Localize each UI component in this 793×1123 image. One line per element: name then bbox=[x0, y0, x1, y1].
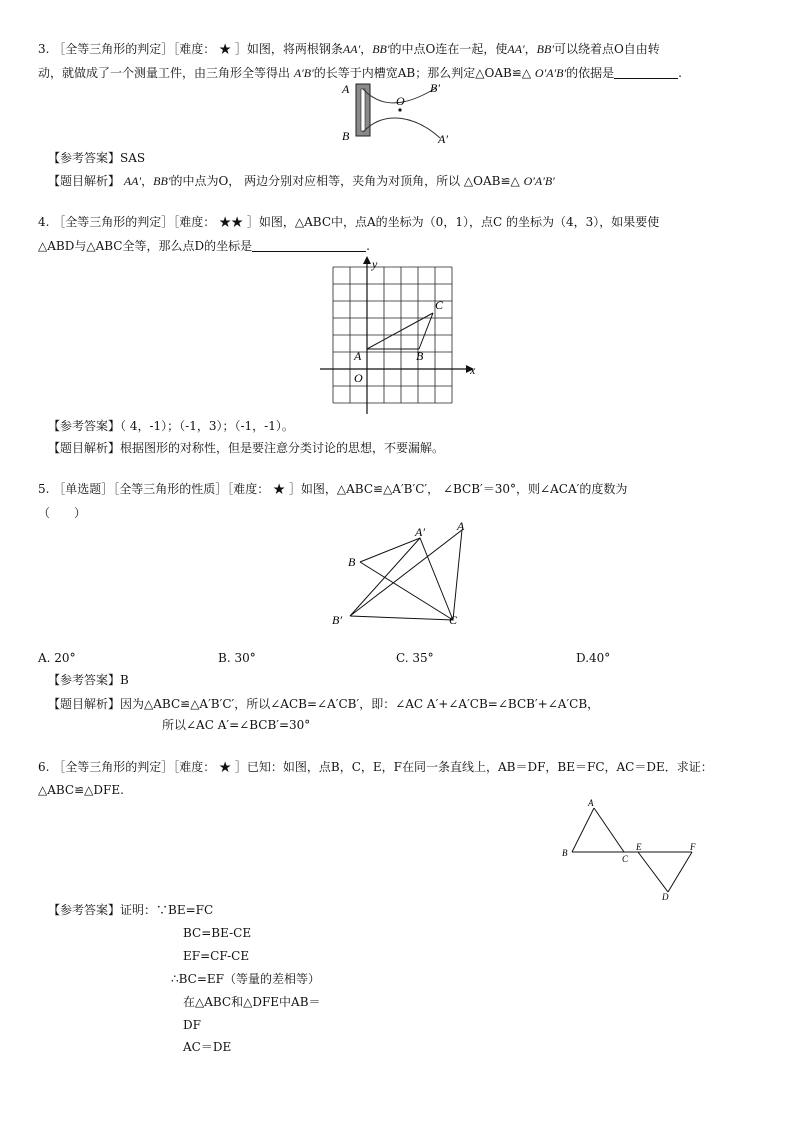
analysis-text: 根据图形的对称性，但是要注意分类讨论的思想，不要漏解。 bbox=[120, 441, 445, 455]
q3-line-1 bbox=[38, 41, 660, 57]
q6-label-c: C bbox=[622, 854, 629, 864]
answer-label: 【参考答案】 bbox=[48, 673, 121, 687]
q5-option-c[interactable]: C. 35° bbox=[396, 651, 434, 665]
q3-text: 可以绕着点O自由转 bbox=[553, 42, 660, 56]
q5-tri-apbc bbox=[360, 538, 453, 620]
q6-text: △ABC≌△DFE. bbox=[38, 783, 124, 797]
answer-text: B bbox=[120, 673, 129, 687]
q3-var-bb: BB′ bbox=[372, 42, 390, 56]
answer-text: 证明：∵BE=FC bbox=[120, 903, 214, 917]
answer-text: SAS bbox=[120, 151, 146, 165]
q6-seg-df bbox=[668, 852, 692, 892]
q5-analysis-1 bbox=[48, 696, 599, 712]
q5-option-d[interactable]: D.40° bbox=[576, 651, 611, 665]
q3-text: 的长等于内槽宽AB；那么判定△OAB≌△ bbox=[313, 66, 532, 80]
q6-answer bbox=[48, 902, 213, 918]
q5-seg-apbp bbox=[350, 538, 420, 616]
q6-proof-6: AC＝DE bbox=[183, 1040, 232, 1054]
q6-figure bbox=[556, 796, 706, 906]
q3-sep: ， bbox=[524, 42, 537, 56]
q5-option-a[interactable]: A. 20° bbox=[38, 651, 76, 665]
q4-y-arrow bbox=[363, 256, 371, 264]
q3-label-bp: B′ bbox=[430, 81, 440, 95]
q3-figure bbox=[336, 80, 466, 146]
answer-label: 【参考答案】 bbox=[48, 903, 121, 917]
q6-label-d: D bbox=[662, 892, 669, 902]
answer-label: 【参考答案】 bbox=[48, 419, 121, 433]
q5-figure bbox=[330, 516, 480, 632]
q4-text: △ABD与△ABC全等，那么点D的坐标是 bbox=[38, 239, 253, 253]
q3-label-ap: A′ bbox=[438, 132, 448, 146]
analysis-text: 因为△ABC≌△A′B′C′，所以∠ACB=∠A′CB′，即：∠AC A′+∠A′CB=∠BCB′+∠A′CB， bbox=[120, 697, 600, 711]
q6-proof-5: DF bbox=[183, 1018, 201, 1032]
answer-blank bbox=[614, 66, 678, 79]
q5-answer bbox=[48, 672, 129, 688]
analysis-label: 【题目解析】 bbox=[48, 441, 121, 455]
q3-line-2 bbox=[38, 65, 682, 81]
q3-text: 动，就做成了一个测量工件，由三角形全等得出 bbox=[38, 66, 291, 80]
answer-text: （ 4，-1）；（-1，3）；（-1，-1）。 bbox=[120, 419, 294, 433]
q6-seg-ab bbox=[572, 808, 594, 852]
q6-seg-ed bbox=[638, 852, 668, 892]
q6-seg-ac bbox=[594, 808, 624, 852]
q4-label-a: A bbox=[354, 349, 362, 363]
q3-bar-bb bbox=[363, 118, 440, 138]
q5-line-2 bbox=[38, 505, 86, 521]
q5-label-b: B bbox=[348, 555, 356, 569]
q6-text: 6. ［全等三角形的判定］［难度： ★ ］已知：如图，点B，C，E，F在同一条直线上，AB＝DF，BE＝FC，AC＝DE．求证： bbox=[38, 760, 713, 774]
q3-analysis bbox=[48, 173, 555, 189]
q4-analysis bbox=[48, 440, 444, 456]
q4-line-2 bbox=[38, 238, 370, 254]
q6-label-a: A bbox=[588, 798, 594, 808]
q4-label-x: x bbox=[470, 363, 476, 377]
q3-text: . bbox=[678, 66, 682, 80]
q3-text: 的中点O连在一起，使 bbox=[389, 42, 508, 56]
q5-analysis-2 bbox=[162, 717, 310, 733]
q5-label-bp: B′ bbox=[332, 613, 342, 627]
q3-label-o: O bbox=[396, 94, 405, 108]
answer-blank bbox=[252, 239, 366, 252]
q3-sep: ， bbox=[360, 42, 373, 56]
q3-text: 的依据是 bbox=[566, 66, 615, 80]
q6-proof-4: 在△ABC和△DFE中AB＝ bbox=[183, 995, 321, 1009]
q3-var-oab: O′A′B′ bbox=[534, 66, 567, 80]
q3-label-a: A bbox=[342, 82, 350, 96]
q6-proof-1: BC=BE-CE bbox=[183, 926, 252, 940]
analysis-text: 的中点为O， 两边分别对应相等，夹角为对顶角，所以 △OAB≌△ bbox=[170, 174, 520, 188]
q3-var-bb: BB′ bbox=[536, 42, 554, 56]
analysis-text: 所以∠AC A′=∠BCB′=30° bbox=[162, 718, 311, 732]
q5-seg-bc bbox=[360, 562, 453, 620]
q3-label-b: B bbox=[342, 129, 350, 143]
q3-var-aa: AA′ bbox=[342, 42, 361, 56]
q6-line-1 bbox=[38, 759, 713, 775]
answer-label: 【参考答案】 bbox=[48, 151, 121, 165]
q4-text: 4. ［全等三角形的判定］［难度： ★★ ］如图，△ABC中，点A的坐标为（0，1），点C 的坐标为（4，3），如果要使 bbox=[38, 215, 660, 229]
q6-label-b: B bbox=[562, 848, 568, 858]
q3-var-bb: BB′ bbox=[153, 174, 171, 188]
q5-label-a: A bbox=[457, 519, 465, 533]
q5-label-c: C bbox=[449, 613, 458, 627]
q5-text: （ ） bbox=[38, 506, 87, 520]
analysis-label: 【题目解析】 bbox=[48, 174, 121, 188]
q5-option-b[interactable]: B. 30° bbox=[218, 651, 256, 665]
q6-line-2 bbox=[38, 782, 124, 798]
q3-sep: ， bbox=[141, 174, 154, 188]
q3-text: 3. ［全等三角形的判定］［难度： ★ ］如图，将两根钢条 bbox=[38, 42, 343, 56]
q6-proof-3: ∴BC=EF（等量的差相等） bbox=[171, 972, 320, 986]
q4-label-b: B bbox=[416, 349, 424, 363]
q5-line-1 bbox=[38, 481, 627, 497]
q4-answer bbox=[48, 418, 294, 434]
q4-label-y: y bbox=[372, 257, 378, 271]
q4-line-1 bbox=[38, 214, 659, 230]
q6-label-f: F bbox=[690, 842, 696, 852]
q3-var-aa: AA′ bbox=[123, 174, 142, 188]
q3-var-oab: O′A′B′ bbox=[523, 174, 555, 188]
q3-var-aa: AA′ bbox=[507, 42, 525, 56]
analysis-label: 【题目解析】 bbox=[48, 697, 121, 711]
q6-proof-2: EF=CF-CE bbox=[183, 949, 250, 963]
q3-point-o bbox=[398, 108, 401, 111]
q4-text: . bbox=[366, 239, 370, 253]
q3-answer bbox=[48, 150, 145, 166]
q5-text: 5. ［单选题］［全等三角形的性质］［难度： ★ ］如图，△ABC≌△A′B′C′， ∠BCB′＝30°，则∠ACA′的度数为 bbox=[38, 482, 628, 496]
q3-slot-inner bbox=[361, 89, 365, 131]
q6-label-e: E bbox=[636, 842, 642, 852]
q4-grid-figure bbox=[316, 256, 486, 416]
q3-var-ab: A′B′ bbox=[293, 66, 314, 80]
q4-label-o: O bbox=[354, 371, 363, 385]
q4-label-c: C bbox=[435, 298, 444, 312]
q5-label-ap: A′ bbox=[415, 525, 425, 539]
